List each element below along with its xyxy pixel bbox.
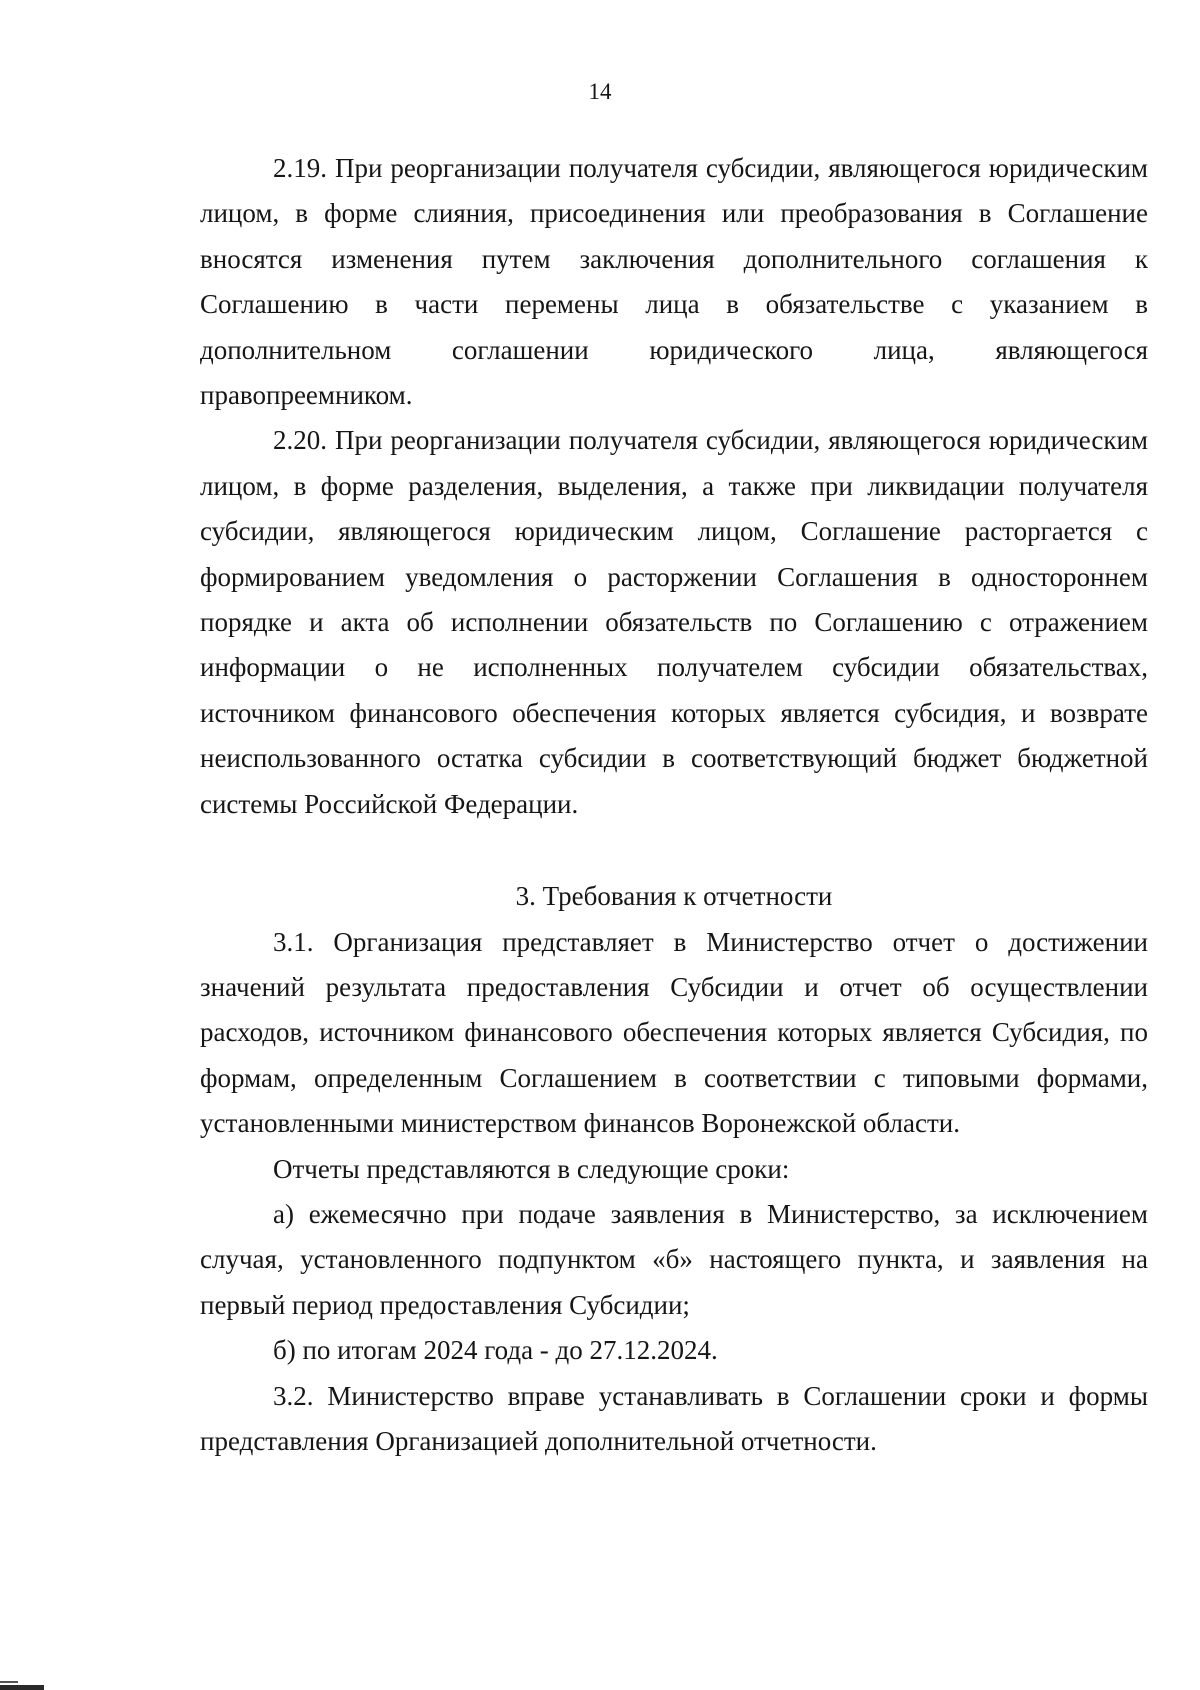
paragraph-2-20: 2.20. При реорганизации получателя субсидии, являющегося юридическим лицом, в форме разделения, выделения, а также при ликвидации получателя субсидии, являющегося юридическим лицом, Соглашение расторгается с формированием уведомления о расторжении Соглашения в одностороннем порядке и акта об исполнении обязательств по Соглашению с отражением информации о не исполненных получателем субсидии обязательствах, источником финансового обеспечения которых является субсидия, и возврате неиспользованного остатка субсидии в соответствующий бюджет бюджетной системы Российской Федерации.	[200, 425, 1148, 819]
document-body	[200, 146, 1148, 1464]
paragraph-3-1: 3.1. Организация представляет в Министерство отчет о достижении значений результата предоставления Субсидии и отчет об осуществлении расходов, источником финансового обеспечения которых является Субсидия, по формам, определенным Соглашением в соответствии с типовыми формами, установленными министерством финансов Воронежской области.	[200, 926, 1148, 1139]
paragraph-item-a: а) ежемесячно при подаче заявления в Министерство, за исключением случая, установленного подпунктом «б» настоящего пункта, и заявления на первый период предоставления Субсидии;	[200, 1198, 1148, 1320]
page-number: 14	[588, 79, 612, 104]
scan-edge-mark-small	[0, 1681, 18, 1683]
scan-edge-mark	[0, 1685, 44, 1690]
paragraph-item-b: б) по итогам 2024 года - до 27.12.2024.	[273, 1335, 718, 1366]
section-heading: 3. Требования к отчетности	[515, 881, 833, 912]
paragraph-report-deadlines: Отчеты представляются в следующие сроки:	[273, 1153, 790, 1184]
paragraph-3-2: 3.2. Министерство вправе устанавливать в Соглашении сроки и формы представления Организацией дополнительной отчетности.	[200, 1380, 1148, 1456]
paragraph-2-19: 2.19. При реорганизации получателя субсидии, являющегося юридическим лицом, в форме слияния, присоединения или преобразования в Соглашение вносятся изменения путем заключения дополнительного соглашения к Соглашению в части перемены лица в обязательстве с указанием в дополнительном соглашении юридического лица, являющегося правопреемником.	[200, 153, 1148, 411]
